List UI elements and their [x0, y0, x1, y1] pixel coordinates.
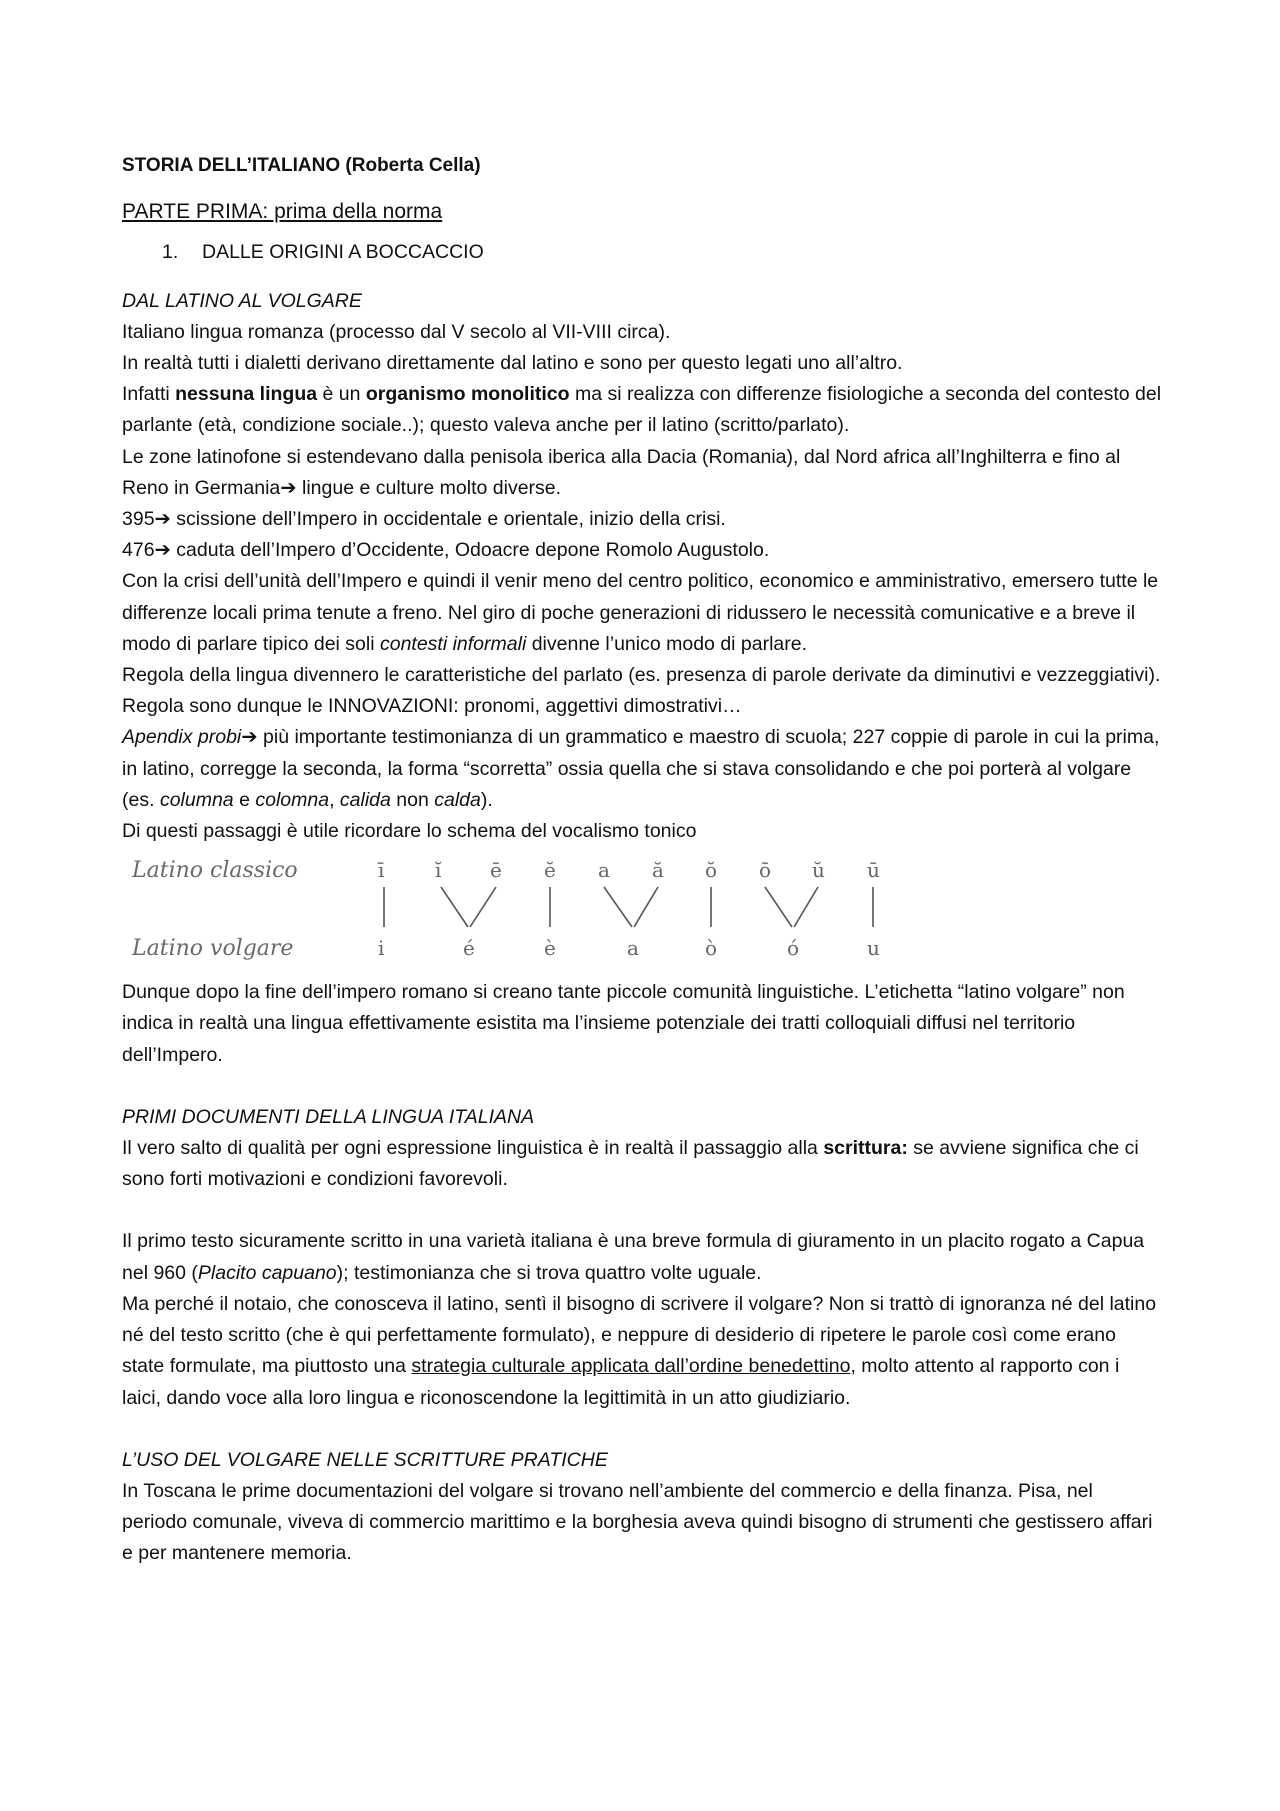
section-heading-scritture-pratiche: L’USO DEL VOLGARE NELLE SCRITTURE PRATICHE: [122, 1448, 608, 1471]
bold-term: nessuna lingua: [175, 383, 318, 406]
bold-term: scrittura:: [823, 1137, 908, 1160]
chapter-label: DALLE ORIGINI A BOCCACCIO: [202, 241, 484, 264]
classical-vowel: ē: [490, 858, 502, 883]
text-run: ,: [329, 788, 340, 811]
paragraph: [122, 566, 1162, 660]
classical-vowel: ō: [759, 858, 772, 883]
text-run: ).: [480, 788, 493, 811]
text-run: Con la crisi dell’unità dell’Impero e quindi il venir meno del centro politico, economico e amministrativo, emersero tutte le differenze locali prima tenute a freno. Nel giro di poche generazioni di ridussero le necessità comunicative e a breve il modo di parlare tipico dei soli: [122, 570, 1159, 655]
text-run: Ma perché il notaio, che conosceva il latino, sentì il bisogno di scrivere il volgare? Non si trattò di ignoranza né del latino né del testo scritto (che è qui perfettamente formulato), e neppure di desiderio di ripetere le parole così come erano state formulate, ma piuttosto una: [122, 1292, 1157, 1378]
paragraph: Di questi passaggi è utile ricordare lo schema del vocalismo tonico: [122, 820, 697, 843]
vulgar-vowel: ó: [787, 936, 800, 961]
italic-term: calida: [339, 788, 391, 811]
spacer: [122, 1195, 1162, 1226]
text-run: Le zone latinofone si estendevano dalla penisola iberica alla Dacia (Romania), dal Nord africa all’Inghilterra e fino al Reno in Germania: [122, 445, 1121, 499]
classical-vowel: ŭ: [812, 858, 825, 883]
vulgar-vowel: u: [867, 936, 880, 961]
document-title: STORIA DELL’ITALIANO (Roberta Cella): [122, 155, 481, 176]
classical-vowel: ĭ: [435, 858, 442, 883]
section-heading-latino-volgare: DAL LATINO AL VOLGARE: [122, 289, 362, 312]
vulgar-vowel: a: [627, 936, 639, 961]
text-run: 395: [122, 508, 155, 531]
paragraph: [122, 504, 1162, 535]
vowel-scheme-figure: [132, 851, 1162, 969]
text-run: caduta dell’Impero d’Occidente, Odoacre depone Romolo Augustolo.: [170, 539, 770, 562]
paragraph: [122, 1226, 1162, 1288]
classical-vowel: ă: [652, 858, 664, 883]
paragraph: Dunque dopo la fine dell’impero romano si creano tante piccole comunità linguistiche. L’etichetta “latino volgare” non indica in realtà una lingua effettivamente esistita ma l’insieme potenziale dei tratti colloquiali diffusi nel territorio dell’Impero.: [122, 981, 1125, 1066]
vulgar-vowel: é: [463, 936, 475, 961]
chapter-heading: [162, 237, 1162, 268]
text-run: scissione dell’Impero in occidentale e orientale, inizio della crisi.: [170, 508, 726, 531]
classical-vowel: ū: [867, 858, 880, 883]
spacer: [122, 1414, 1162, 1445]
vowel-scheme-vulgar-label: Latino volgare: [132, 936, 294, 962]
paragraph: [122, 379, 1162, 441]
paragraph: [122, 535, 1162, 566]
arrow-icon: ➔: [154, 508, 171, 531]
italic-term: Placito capuano: [197, 1261, 337, 1284]
paragraph: Regola della lingua divennero le caratteristiche del parlato (es. presenza di parole derivate da diminutivi e vezzeggiativi). Regola sono dunque le INNOVAZIONI: pronomi, aggettivi dimostrativi…: [122, 664, 1161, 718]
section-heading-primi-documenti: PRIMI DOCUMENTI DELLA LINGUA ITALIANA: [122, 1105, 535, 1128]
text-run: ); testimonianza che si trova quattro volte uguale.: [336, 1261, 762, 1284]
italic-term: colomna: [255, 788, 330, 811]
vulgar-vowel: ò: [705, 936, 718, 961]
spacer: [122, 1071, 1162, 1102]
paragraph: [122, 442, 1162, 504]
classical-vowel: ŏ: [705, 858, 718, 883]
classical-vowel: ĕ: [544, 858, 556, 883]
paragraph: In realtà tutti i dialetti derivano direttamente dal latino e sono per questo legati uno all’altro.: [122, 352, 903, 375]
italic-term: columna: [159, 788, 234, 811]
paragraph: Italiano lingua romanza (processo dal V secolo al VII-VIII circa).: [122, 320, 671, 343]
text-run: più importante testimonianza di un grammatico e maestro di scuola; 227 coppie di parole in cui la prima, in latino, corregge la seconda, la forma “scorretta” ossia quella che si stava consolidando e che poi porterà al volgare (es.: [122, 726, 1160, 811]
text-run: ma si realizza con differenze fisiologiche a seconda del contesto del parlante (età, condizione sociale..); questo valeva anche per il latino (scritto/parlato).: [122, 383, 1162, 437]
italic-term: calda: [434, 788, 481, 811]
text-run: lingue e culture molto diverse.: [296, 476, 562, 499]
arrow-icon: ➔: [241, 726, 258, 749]
paragraph: In Toscana le prime documentazioni del volgare si trovano nell’ambiente del commercio e della finanza. Pisa, nel periodo comunale, viveva di commercio marittimo e la borghesia aveva quindi bisogno di strumenti che gestissero affari e per mantenere memoria.: [122, 1479, 1153, 1565]
document-page: [122, 150, 1162, 1570]
text-run: non: [390, 788, 435, 811]
arrow-icon: ➔: [280, 476, 297, 499]
vulgar-vowel: è: [544, 936, 556, 961]
text-run: 476: [122, 539, 155, 562]
paragraph: [122, 1133, 1162, 1195]
arrow-icon: ➔: [154, 539, 171, 562]
text-run: e: [233, 788, 256, 811]
text-run: divenne l’unico modo di parlare.: [526, 632, 808, 655]
bold-term: organismo monolitico: [365, 383, 570, 406]
text-run: Il vero salto di qualità per ogni espressione linguistica è in realtà il passaggio alla: [122, 1137, 824, 1160]
text-run: , molto attento al rapporto con i laici, dando voce alla loro lingua e riconoscendone la legittimità in un atto giudiziario.: [122, 1355, 1120, 1409]
italic-term: contesti informali: [379, 632, 527, 655]
part-heading: PARTE PRIMA: prima della norma: [122, 200, 443, 224]
paragraph: [122, 722, 1162, 816]
italic-term: Apendix probi: [122, 726, 242, 749]
text-run: se avviene significa che ci sono forti motivazioni e condizioni favorevoli.: [122, 1137, 1139, 1191]
text-run: Infatti: [122, 383, 176, 406]
vowel-scheme-classical-label: Latino classico: [132, 858, 298, 884]
chapter-number: 1.: [162, 241, 179, 264]
vulgar-vowel: i: [378, 936, 385, 961]
underlined-term: strategia culturale applicata dall’ordine benedettino: [411, 1355, 851, 1378]
classical-vowel: a: [598, 858, 610, 883]
text-run: Il primo testo sicuramente scritto in una varietà italiana è una breve formula di giuramento in un placito rogato a Capua nel 960 (: [122, 1230, 1145, 1284]
paragraph: [122, 1289, 1162, 1414]
text-run: è un: [317, 383, 366, 406]
vowel-mapping-lines: [132, 851, 932, 969]
classical-vowel: ī: [378, 858, 385, 883]
